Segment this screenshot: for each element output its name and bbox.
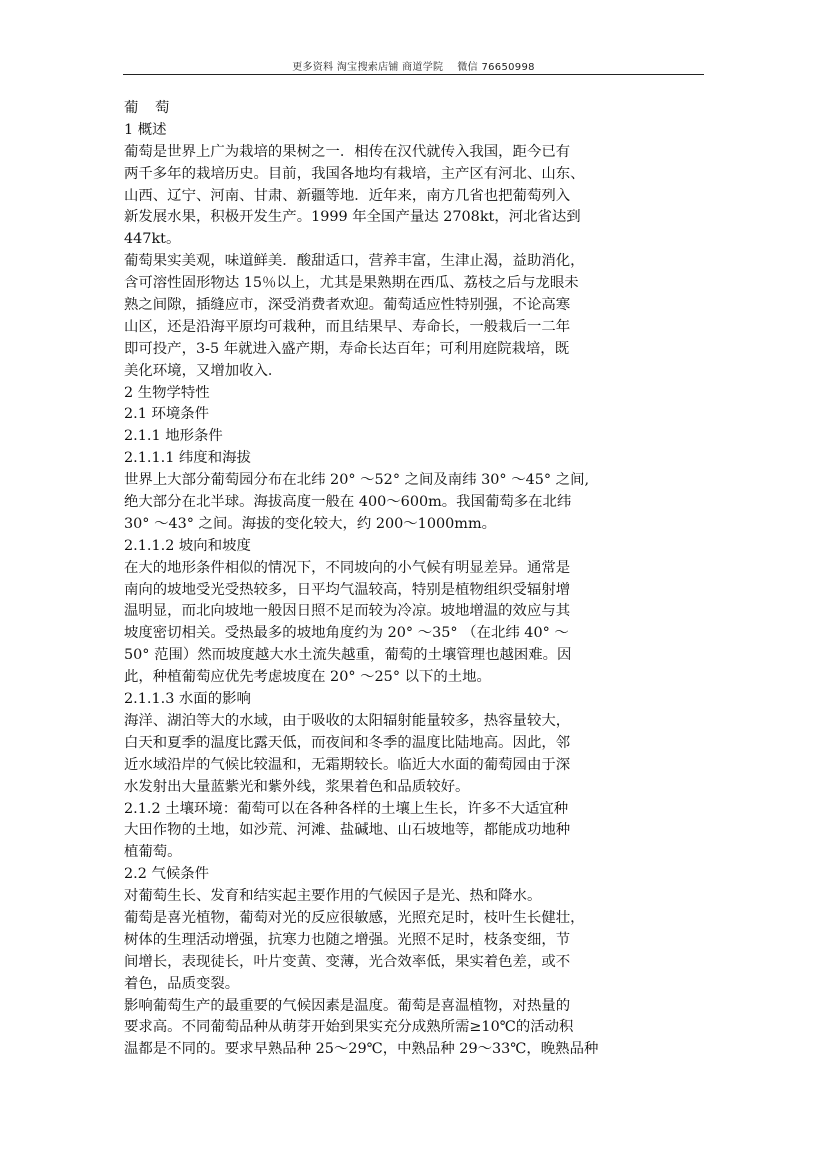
section-heading: 2.1.1.1 纬度和海拔 [124, 450, 251, 467]
text-line: 要求高。不同葡萄品种从萌芽开始到果实充分成熟所需≥10℃的活动积 [124, 1019, 574, 1036]
text-line: 影响葡萄生产的最重要的气候因素是温度。葡萄是喜温植物，对热量的 [124, 997, 571, 1014]
header-text: 更多资料 淘宝搜索店铺 商道学院 [292, 62, 444, 73]
section-heading: 2.1 环境条件 [124, 406, 210, 423]
text-line: 海洋、湖泊等大的水域，由于吸收的太阳辐射能量较多，热容量较大， [124, 712, 571, 729]
text-line: 坡度密切相关。受热最多的坡地角度约为 20° ～35° （在北纬 40° ～ [124, 625, 569, 642]
text-line: 此，种植葡萄应优先考虑坡度在 20° ～25° 以下的土地。 [124, 669, 491, 686]
text-line: 南向的坡地受光受热较多，日平均气温较高，特别是植物组织受辐射增 [124, 581, 571, 598]
text-line: 温明显，而北向坡地一般因日照不足而较为冷凉。坡地增温的效应与其 [124, 603, 571, 620]
text-line: 447kt。 [124, 231, 181, 248]
text-line: 山区，还是沿海平原均可栽种，而且结果早、寿命长，一般栽后一二年 [124, 318, 571, 335]
wechat-id: 76650998 [481, 62, 535, 73]
text-line: 熟之间隙，插缝应市，深受消费者欢迎。葡萄适应性特别强，不论高寒 [124, 297, 571, 314]
text-line: 间增长，表现徒长，叶片变黄、变薄，光合效率低，果实着色差，或不 [124, 953, 571, 970]
text-line: 30° ～43° 之间。海拔的变化较大，约 200～1000mm。 [124, 515, 496, 532]
text-line [124, 1061, 646, 1083]
text-line: 对葡萄生长、发育和结实起主要作用的气候因子是光、热和降水。 [124, 888, 542, 905]
text-line: 着色，品质变裂。 [124, 975, 240, 992]
text-line: 温都是不同的。要求早熟品种 25～29℃，中熟品种 29～33℃，晚熟品种 [124, 1041, 599, 1058]
text-line: 在大的地形条件相似的情况下，不同坡向的小气候有明显差异。通常是 [124, 559, 571, 576]
text-line: 葡萄果实美观，味道鲜美．酸甜适口，营养丰富，生津止渴，益助消化， [124, 253, 585, 270]
text-line: 近水域沿岸的气候比较温和，无霜期较长。临近大水面的葡萄园由于深 [124, 756, 571, 773]
text-line: 世界上大部分葡萄园分布在北纬 20° ～52° 之间及南纬 30° ～45° 之间, [124, 472, 590, 489]
section-heading: 2.1.1.2 坡向和坡度 [124, 537, 251, 554]
text-line: 葡萄是世界上广为栽培的果树之一．相传在汉代就传入我国，距今已有 [124, 143, 571, 160]
text-line: 绝大部分在北半球。海拔高度一般在 400～600m。我国葡萄多在北纬 [124, 494, 572, 511]
text-line: 白天和夏季的温度比露天低，而夜间和冬季的温度比陆地高。因此，邻 [124, 734, 571, 751]
text-line: 大田作物的土地，如沙荒、河滩、盐碱地、山石坡地等，都能成功地种 [124, 822, 571, 839]
section-heading: 2.2 气候条件 [124, 866, 210, 883]
text-line: 美化环境，又增加收入． [124, 362, 283, 379]
section-heading: 1 概述 [124, 121, 167, 138]
text-line: 两千多年的栽培历史。目前，我国各地均有栽培，主产区有河北、山东、 [124, 165, 585, 182]
wechat-label: 微信 [457, 62, 478, 73]
document-title: 葡 萄 [124, 100, 176, 116]
section-heading: 2.1.1 地形条件 [124, 428, 223, 445]
text-line: 即可投产，3-5 年就进入盛产期，寿命长达百年；可利用庭院栽培，既 [124, 340, 570, 357]
header-rule [123, 74, 704, 75]
text-line: 水发射出大量蓝紫光和紫外线，浆果着色和品质较好。 [124, 778, 470, 795]
text-line: 树体的生理活动增强，抗寒力也随之增强。光照不足时，枝条变细，节 [124, 931, 571, 948]
document-body [124, 98, 646, 1083]
text-line: 50° 范围）然而坡度越大水土流失越重，葡萄的土壤管理也越困难。因 [124, 647, 572, 664]
text-line: 山西、辽宁、河南、甘肃、新疆等地．近年来，南方几省也把葡萄列入 [124, 187, 571, 204]
section-heading: 2 生物学特性 [124, 384, 210, 401]
text-line: 植葡萄。 [124, 844, 182, 861]
section-heading: 2.1.1.3 水面的影响 [124, 691, 251, 708]
text-line: 2.1.2 土壤环境：葡萄可以在各种各样的土壤上生长，许多不大适宜种 [124, 800, 569, 817]
page-header [0, 58, 827, 73]
text-line: 新发展水果，积极开发生产。1999 年全国产量达 2708kt，河北省达到 [124, 209, 581, 226]
text-line: 葡萄是喜光植物，葡萄对光的反应很敏感，光照充足时，枝叶生长健壮， [124, 909, 585, 926]
text-line: 含可溶性固形物达 15％以上，尤其是果熟期在西瓜、荔枝之后与龙眼未 [124, 275, 579, 292]
